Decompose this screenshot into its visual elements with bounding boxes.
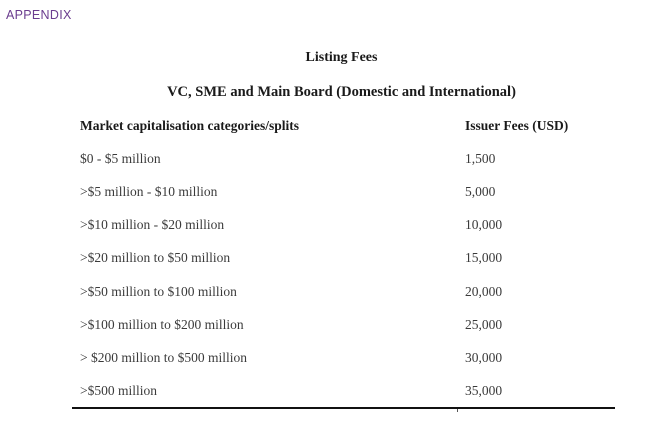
appendix-label: APPENDIX xyxy=(6,8,72,22)
table-row xyxy=(80,151,615,171)
fee-cell: 1,500 xyxy=(465,151,496,166)
fee-cell: 5,000 xyxy=(465,184,496,199)
column-header-category: Market capitalisation categories/splits xyxy=(80,118,299,133)
table-row xyxy=(80,284,615,304)
category-cell: >$100 million to $200 million xyxy=(80,317,244,332)
fee-cell: 15,000 xyxy=(465,250,503,265)
table-row xyxy=(80,350,615,370)
fee-cell: 35,000 xyxy=(465,383,503,398)
fee-cell: 10,000 xyxy=(465,217,503,232)
category-cell: >$5 million - $10 million xyxy=(80,184,218,199)
table-row xyxy=(80,317,615,337)
table-row xyxy=(80,184,615,204)
column-header-fee: Issuer Fees (USD) xyxy=(465,118,569,133)
fee-cell: 30,000 xyxy=(465,350,503,365)
table-bottom-rule xyxy=(72,407,615,409)
category-cell: > $200 million to $500 million xyxy=(80,350,247,365)
table-row xyxy=(80,217,615,237)
fee-cell: 20,000 xyxy=(465,284,503,299)
rule-tick-mark xyxy=(457,409,458,412)
table-row xyxy=(80,250,615,270)
fee-cell: 25,000 xyxy=(465,317,503,332)
category-cell: >$20 million to $50 million xyxy=(80,250,231,265)
document-subtitle: VC, SME and Main Board (Domestic and International) xyxy=(167,84,516,100)
category-cell: >$50 million to $100 million xyxy=(80,284,237,299)
category-cell: $0 - $5 million xyxy=(80,151,161,166)
category-cell: >$500 million xyxy=(80,383,157,398)
document-title: Listing Fees xyxy=(305,50,378,65)
category-cell: >$10 million - $20 million xyxy=(80,217,225,232)
table-row xyxy=(80,383,615,403)
